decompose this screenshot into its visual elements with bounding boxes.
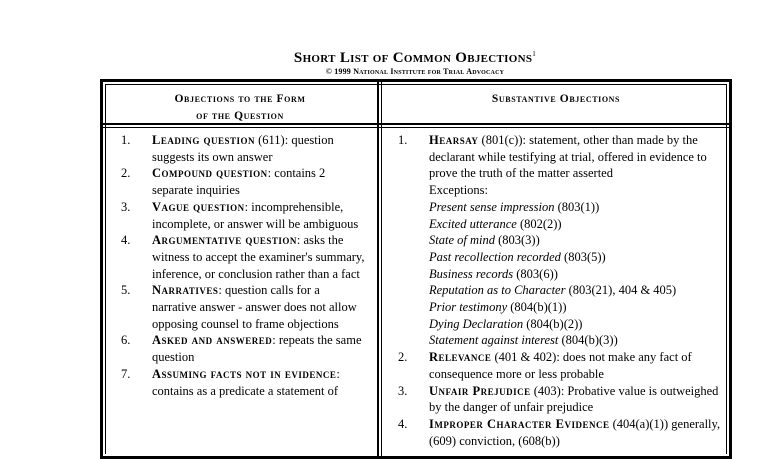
exception-name: State of mind xyxy=(429,233,495,248)
objection-desc: : contains as a predicate a statement of xyxy=(152,366,340,398)
list-item xyxy=(121,132,367,165)
exception-name: Past recollection recorded xyxy=(429,249,561,264)
exception-rule: (803(1)) xyxy=(554,199,600,214)
exception-name: Excited utterance xyxy=(429,216,517,231)
exceptions-label: Exceptions: xyxy=(429,183,489,198)
list-item xyxy=(121,332,367,365)
list-item xyxy=(121,165,367,198)
list-item xyxy=(121,232,367,282)
exception-name: Present sense impression xyxy=(429,199,555,214)
exception-item xyxy=(429,216,728,233)
item-number: 3. xyxy=(121,199,131,214)
exception-rule: (804(b)(2)) xyxy=(523,316,583,331)
objection-desc: : contains 2 separate inquiries xyxy=(152,166,326,198)
substantive-objections-list xyxy=(398,132,728,449)
rule-ref: (611) xyxy=(254,133,285,147)
exception-name: Dying Declaration xyxy=(429,316,524,331)
left-header-line2: of the Question xyxy=(196,110,284,122)
form-objections-list xyxy=(121,132,367,399)
objection-desc: : incomprehensible, incomplete, or answer will be ambiguous xyxy=(152,199,359,231)
item-number: 5. xyxy=(121,283,131,298)
objection-term: Improper Character Evidence xyxy=(429,416,610,431)
objection-desc: : question calls for a narrative answer - answer does not allow opposing counsel to frame objections xyxy=(152,283,357,331)
exception-item xyxy=(429,249,728,266)
exception-item xyxy=(429,282,728,299)
exception-item xyxy=(429,199,728,216)
item-number: 1. xyxy=(398,133,408,147)
exception-name: Statement against interest xyxy=(429,333,559,348)
objection-term: Relevance xyxy=(429,350,492,365)
objection-desc: : asks the witness to accept the examiner's summary, inference, or conclusion rather than a fact xyxy=(152,233,365,281)
objection-desc: : does not make any fact of consequence more or less probable xyxy=(429,350,692,381)
exception-name: Prior testimony xyxy=(429,300,508,315)
item-number: 2. xyxy=(121,166,131,181)
exception-item xyxy=(429,332,728,349)
exception-rule: (803(6)) xyxy=(513,266,558,281)
exception-item xyxy=(429,316,728,333)
objection-term: Narratives xyxy=(152,283,219,298)
item-number: 4. xyxy=(398,416,408,431)
rule-ref: (404(a)(1)) xyxy=(609,416,669,431)
exception-name: Reputation as to Character xyxy=(429,283,566,298)
objection-term: Leading question xyxy=(152,133,255,147)
list-item xyxy=(398,349,728,382)
copyright-line: © 1999 National Institute for Trial Advocacy xyxy=(325,67,505,76)
item-number: 6. xyxy=(121,333,131,348)
right-column-header xyxy=(383,91,729,108)
objection-term: Asked and answered xyxy=(152,333,273,348)
exception-item xyxy=(429,299,728,316)
objection-desc: : repeats the same question xyxy=(152,333,362,365)
list-item xyxy=(121,199,367,232)
list-item xyxy=(398,383,728,416)
objection-term: Unfair Prejudice xyxy=(429,383,531,398)
column-divider-inner xyxy=(381,82,382,456)
list-item xyxy=(398,416,728,449)
objection-desc: : Probative value is outweighed by the danger of unfair prejudice xyxy=(429,383,719,415)
objections-table xyxy=(100,79,732,459)
exception-name: Business records xyxy=(429,266,514,281)
rule-ref: (401 & 402) xyxy=(491,350,557,365)
footnote-marker: 1 xyxy=(532,50,537,58)
exception-rule: (803(5)) xyxy=(560,249,606,264)
objection-term: Argumentative question xyxy=(152,233,297,248)
objection-term: Compound question xyxy=(152,166,268,181)
list-item xyxy=(121,366,367,399)
objection-term: Hearsay xyxy=(429,133,479,147)
list-item xyxy=(121,282,367,332)
exception-rule: (803(3)) xyxy=(494,233,540,248)
document-title xyxy=(0,50,784,67)
exception-item xyxy=(429,232,728,249)
exception-rule: (804(b)(1)) xyxy=(507,300,567,315)
title-text: Short List of Common Objections xyxy=(293,50,533,66)
item-number: 3. xyxy=(398,383,408,398)
rule-ref: (801(c)) xyxy=(478,133,523,147)
list-item xyxy=(398,132,728,349)
objection-desc: : statement, other than made by the declarant while testifying at trial, offered in evidence to prove the truth of the matter asserted xyxy=(429,133,707,181)
exception-rule: (802(2)) xyxy=(516,216,562,231)
item-number: 2. xyxy=(398,350,408,365)
objection-term: Vague question xyxy=(152,199,245,214)
item-number: 1. xyxy=(121,133,131,147)
left-header-line1: Objections to the Form xyxy=(174,93,306,105)
header-divider-inner xyxy=(103,127,729,128)
column-divider xyxy=(377,82,379,456)
left-column-header xyxy=(103,91,377,125)
objection-desc: : question suggests its own answer xyxy=(152,133,334,164)
objection-desc: generally, (609) conviction, (608(b)) xyxy=(429,416,721,448)
exception-item xyxy=(429,266,728,283)
right-header: Substantive Objections xyxy=(491,93,621,105)
exception-rule: (804(b)(3)) xyxy=(558,333,618,348)
objection-term: Assuming facts not in evidence xyxy=(152,366,337,381)
rule-ref: (403) xyxy=(530,383,561,398)
item-number: 4. xyxy=(121,233,131,248)
exception-rule: (803(21), 404 & 405) xyxy=(565,283,677,298)
item-number: 7. xyxy=(121,366,131,381)
